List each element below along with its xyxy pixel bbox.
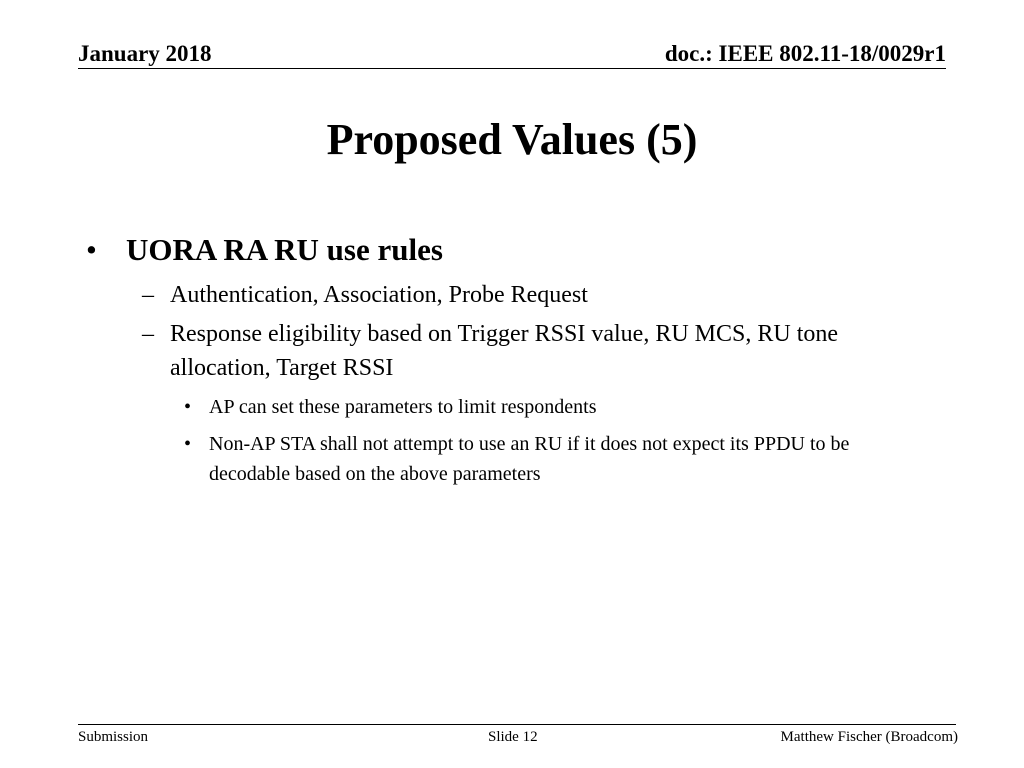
header-date: January 2018 [78,41,212,66]
bullet-level2-item [142,317,932,385]
bullet-icon: • [184,396,192,418]
bullet-level1-text: UORA RA RU use rules [126,232,443,267]
bullet-level2-item [142,278,932,312]
footer-slide-number: Slide 12 [488,729,538,745]
bullet-icon: • [86,232,97,267]
footer-divider [78,724,956,725]
bullet-level3-item [184,392,924,422]
bullet-level3-item [184,429,924,489]
footer-author: Matthew Fischer (Broadcom) [780,729,958,745]
bullet-level2-text: Authentication, Association, Probe Request [170,282,588,308]
bullet-level3-text: AP can set these parameters to limit respondents [209,396,597,418]
header-doc-id: doc.: IEEE 802.11-18/0029r1 [664,41,946,66]
bullet-level2-text: Response eligibility based on Trigger RSSI value, RU MCS, RU tone allocation, Target RSSI [170,321,839,381]
dash-icon: – [142,321,154,347]
bullet-icon: • [184,433,192,455]
slide-title: Proposed Values (5) [326,115,698,164]
footer-submission: Submission [78,729,149,745]
dash-icon: – [142,282,154,308]
header-divider [78,68,946,69]
bullet-level3-text: Non-AP STA shall not attempt to use an RU if it does not expect its PPDU to be decodable based on the above parameters [209,433,850,485]
